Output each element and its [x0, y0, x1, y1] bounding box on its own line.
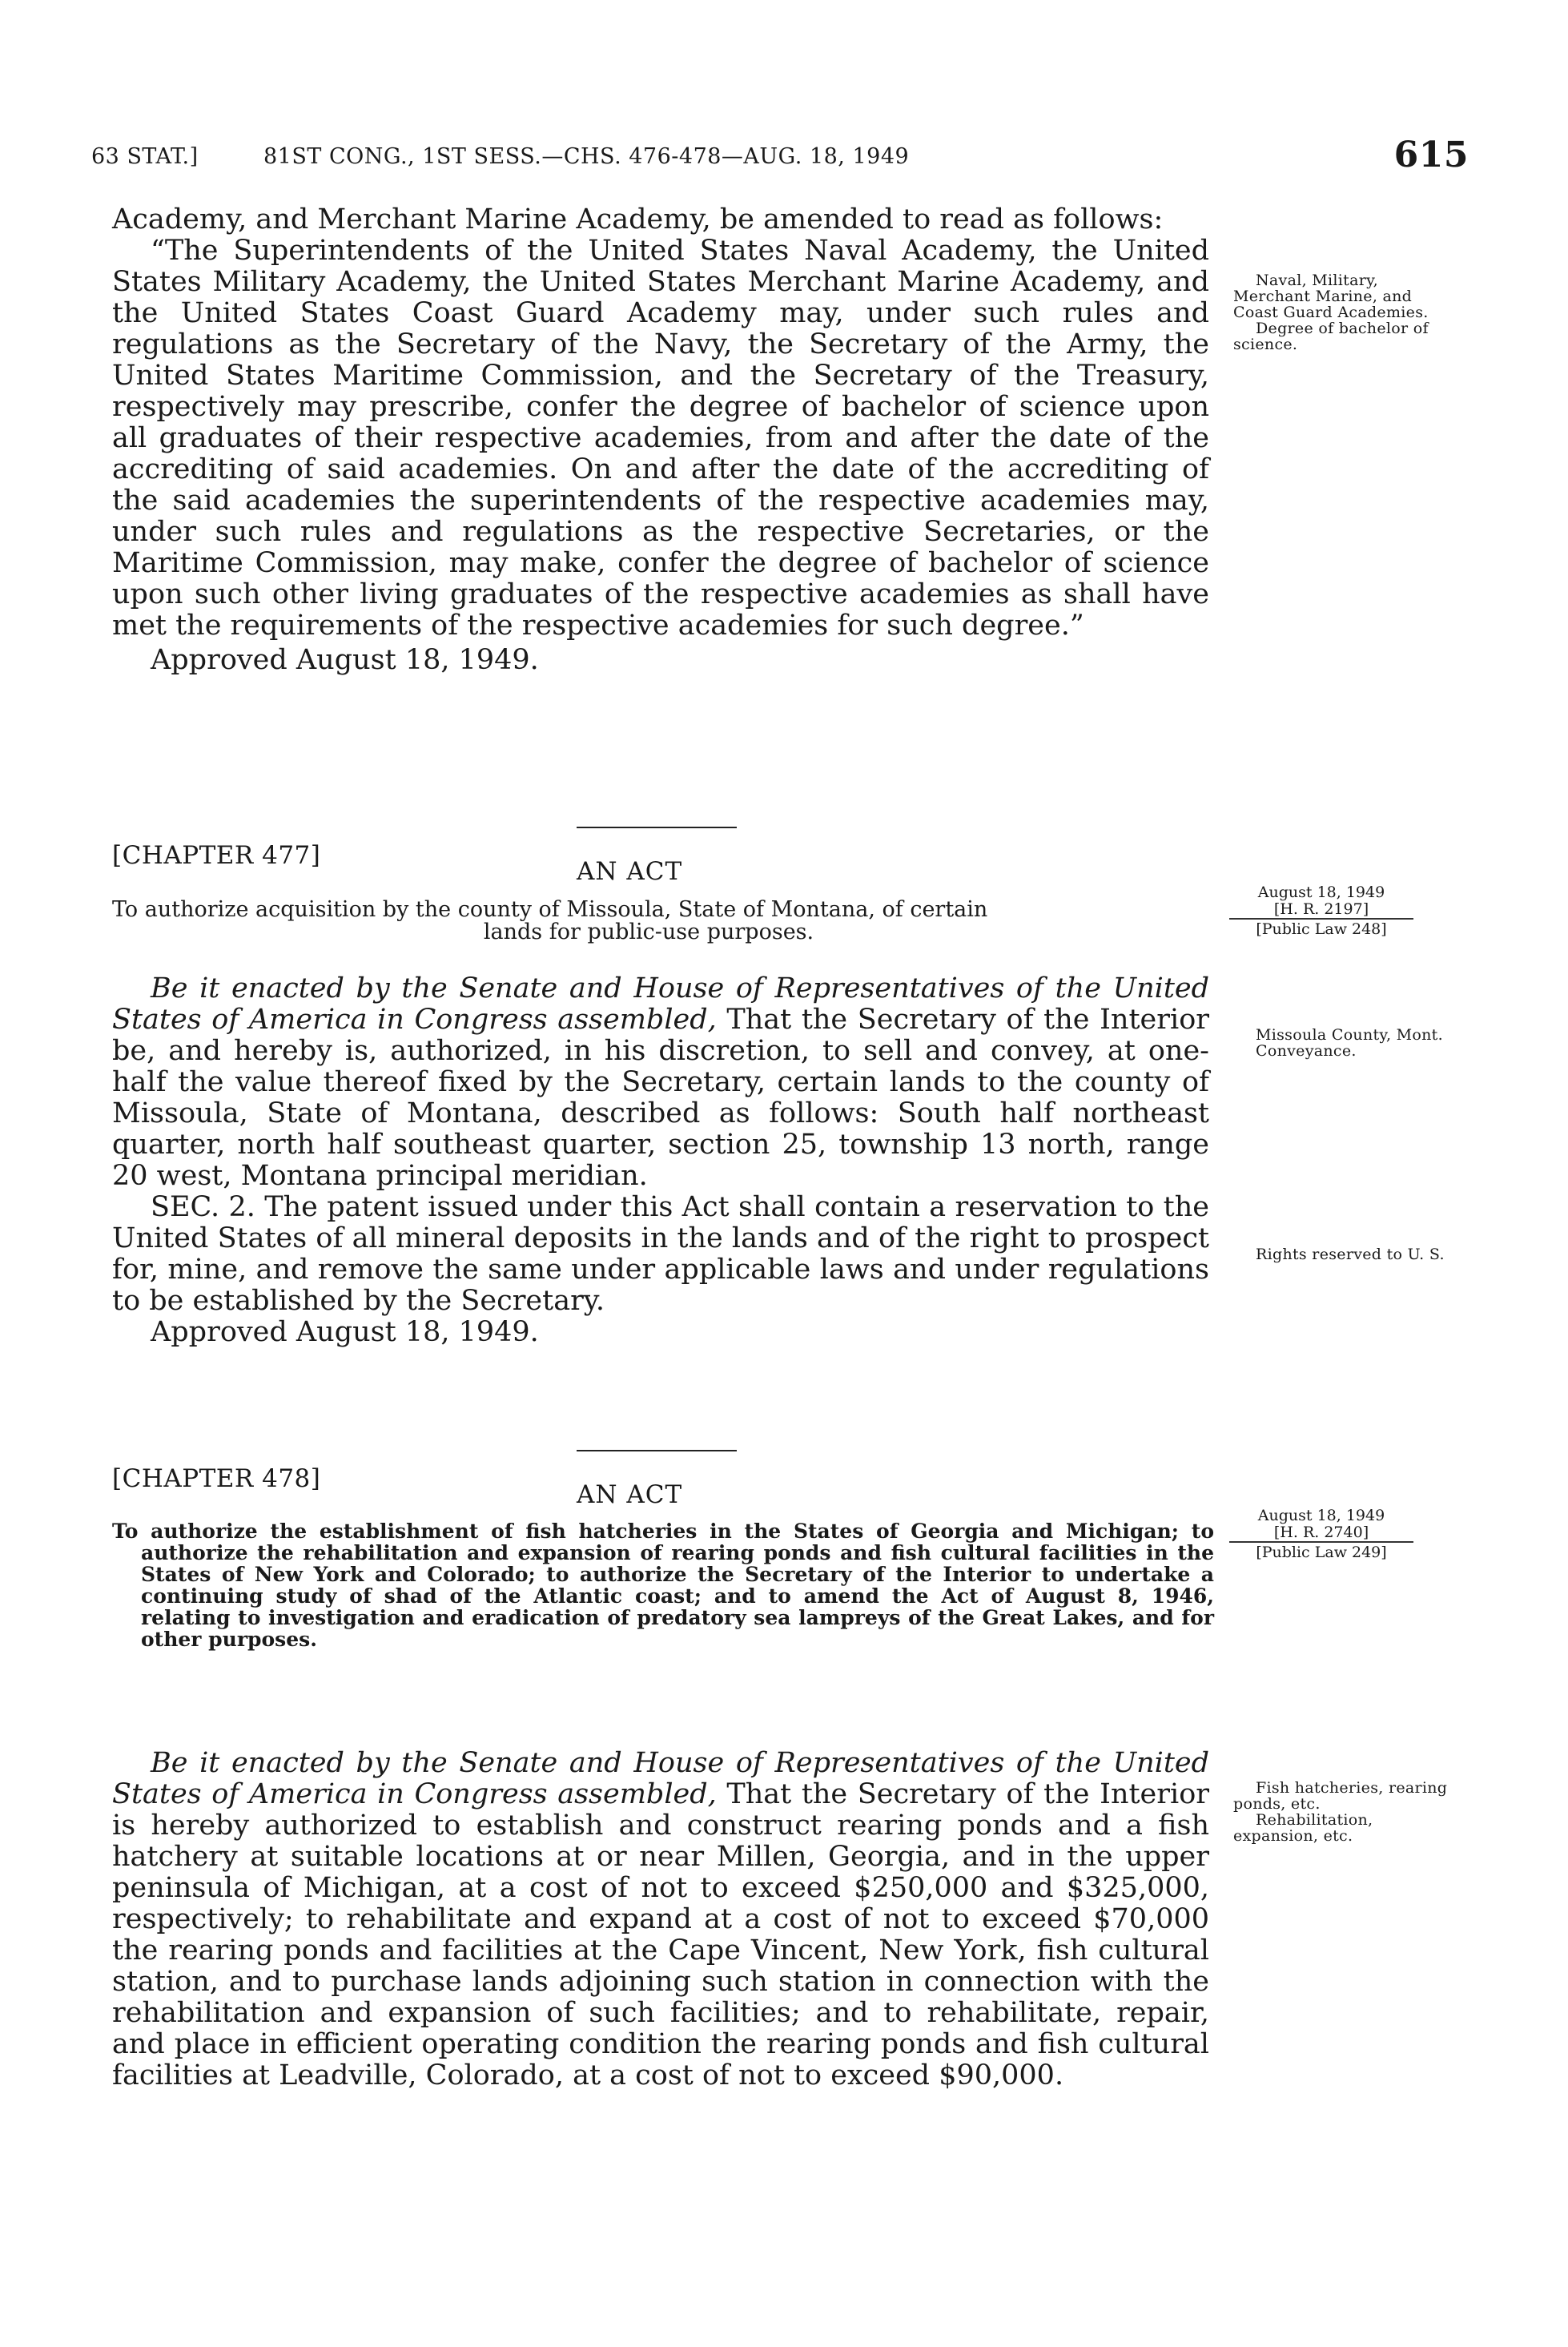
chapter-477-date: August 18, 1949: [1257, 884, 1385, 901]
chapter-477-an-act: AN ACT: [577, 857, 683, 886]
margin-note-rehabilitation: Rehabilitation, expansion, etc.: [1233, 1811, 1373, 1845]
chapter-478-margin-notes: [1233, 1780, 1449, 1844]
chapter-476-approved: Approved August 18, 1949.: [151, 644, 539, 676]
chapter-477-body: [112, 973, 1209, 1348]
enacting-clause: Be it enacted by the Senate and House of Representatives of the United States of America in Congress assembled,: [112, 972, 1209, 1036]
chapter-477-margin-notes: [1233, 1027, 1449, 1059]
chapter-477-margin-rights: [1233, 1246, 1449, 1262]
chapter-478-bill: [H. R. 2740]: [1273, 1524, 1369, 1541]
margin-note-academies: Naval, Military, Merchant Marine, and Coast Guard Academies.: [1233, 272, 1429, 321]
margin-note-rights: Rights reserved to U. S.: [1256, 1246, 1445, 1263]
chapter-477-sec2: SEC. 2. The patent issued under this Act shall contain a reservation to the United States of all mineral deposits in the lands and of the right to prospect for, mine, and remove the same under applicable laws and under regulations to be established by the Secretary.: [112, 1191, 1209, 1317]
section-divider-1: [577, 827, 737, 828]
chapter-478-date: August 18, 1949: [1257, 1507, 1385, 1524]
chapter-477-enacting: [112, 973, 1209, 1192]
chapter-477-sec1: That the Secretary of the Interior be, and hereby is, authorized, in his discretion, to sell and convey, at one-half the value thereof fixed by the Secretary, certain lands to the county of Missoula, State of Montana, described as follows: South half northeast quarter, north half southeast quarter, section 25, township 13 north, range 20 west, Montana principal meridian.: [112, 1004, 1209, 1192]
chapter-476-body: [112, 204, 1209, 676]
chapter-477-title: [112, 899, 1185, 944]
chapter-476-intro: Academy, and Merchant Marine Academy, be amended to read as follows:: [112, 203, 1164, 236]
chapter-477-approved: Approved August 18, 1949.: [151, 1316, 539, 1348]
margin-note-fish-hatcheries: Fish hatcheries, rearing ponds, etc.: [1233, 1779, 1448, 1813]
congress-session-line: 81ST CONG., 1ST SESS.—CHS. 476-478—AUG. 18, 1949: [263, 144, 910, 169]
chapter-477-heading: [CHAPTER 477]: [112, 841, 321, 870]
enacting-clause: Be it enacted by the Senate and House of Representatives of the United States of America in Congress assembled,: [112, 1747, 1209, 1810]
page-number: 615: [1393, 135, 1469, 175]
chapter-478-heading: [CHAPTER 478]: [112, 1464, 321, 1493]
chapter-477-title-line1: To authorize acquisition by the county of Missoula, State of Montana, of certain: [112, 897, 988, 922]
section-divider-2: [577, 1450, 737, 1451]
running-header: [91, 135, 1469, 183]
chapter-476-quote: “The Superintendents of the United States Naval Academy, the United States Military Academy, the United States Merchant Marine Academy, and the United States Coast Guard Academy may, under such rules and regulations as the Secretary of the Navy, the Secretary of the Army, the United States Maritime Commission, and the Secretary of the Treasury, respectively may prescribe, confer the degree of bachelor of science upon all graduates of their respective academies, from and after the date of the accrediting of said academies. On and after the date of the accrediting of the said academies the superintendents of the respective academies may, under such rules and regulations as the respective Secretaries, or the Maritime Commission, may make, confer the degree of bachelor of science upon such other living graduates of the respective academies as shall have met the requirements of the respective academies for such degree.”: [112, 235, 1209, 642]
statute-volume: 63 STAT.]: [91, 144, 199, 169]
chapter-478-sec1: That the Secretary of the Interior is hereby authorized to establish and construct rearing ponds and a fish hatchery at suitable locations at or near Millen, Georgia, and in the upper peninsula of Michigan, at a cost of not to exceed $250,000 and $325,000, respectively; to rehabilitate and expand at a cost of not to exceed $70,000 the rearing ponds and facilities at the Cape Vincent, New York, fish cultural station, and to purchase lands adjoining such station in connection with the rehabilitation and expansion of such facilities; and to rehabilitate, repair, and place in efficient operating condition the rearing ponds and fish cultural facilities at Leadville, Colorado, at a cost of not to exceed $90,000.: [112, 1778, 1209, 2091]
margin-note-conveyance: Conveyance.: [1256, 1042, 1357, 1060]
chapter-478-citation: [1229, 1508, 1413, 1561]
chapter-478-title: To authorize the establishment of fish hatcheries in the States of Georgia and Michigan; to authorize the rehabilitation and expansion of rearing ponds and fish cultural facilities in the States of New York and Colorado; to authorize the Secretary of the Interior to undertake a continuing study of shad of the Atlantic coast; and to amend the Act of August 8, 1946, relating to investigation and eradication of predatory sea lampreys of the Great Lakes, and for other purposes.: [112, 1520, 1214, 1651]
chapter-478-public-law: [Public Law 249]: [1229, 1541, 1413, 1561]
chapter-478-enacting: [112, 1748, 1209, 2091]
chapter-477-title-line2: lands for public-use purposes.: [483, 920, 814, 944]
margin-note-degree: Degree of bachelor of science.: [1233, 320, 1429, 353]
chapter-478-an-act: AN ACT: [577, 1480, 683, 1509]
margin-note-missoula: Missoula County, Mont.: [1256, 1026, 1443, 1044]
chapter-478-body: [112, 1748, 1209, 2091]
chapter-476-margin-notes: [1233, 272, 1449, 352]
chapter-477-bill: [H. R. 2197]: [1273, 900, 1369, 918]
chapter-477-public-law: [Public Law 248]: [1229, 918, 1413, 938]
chapter-477-citation: [1229, 884, 1413, 938]
